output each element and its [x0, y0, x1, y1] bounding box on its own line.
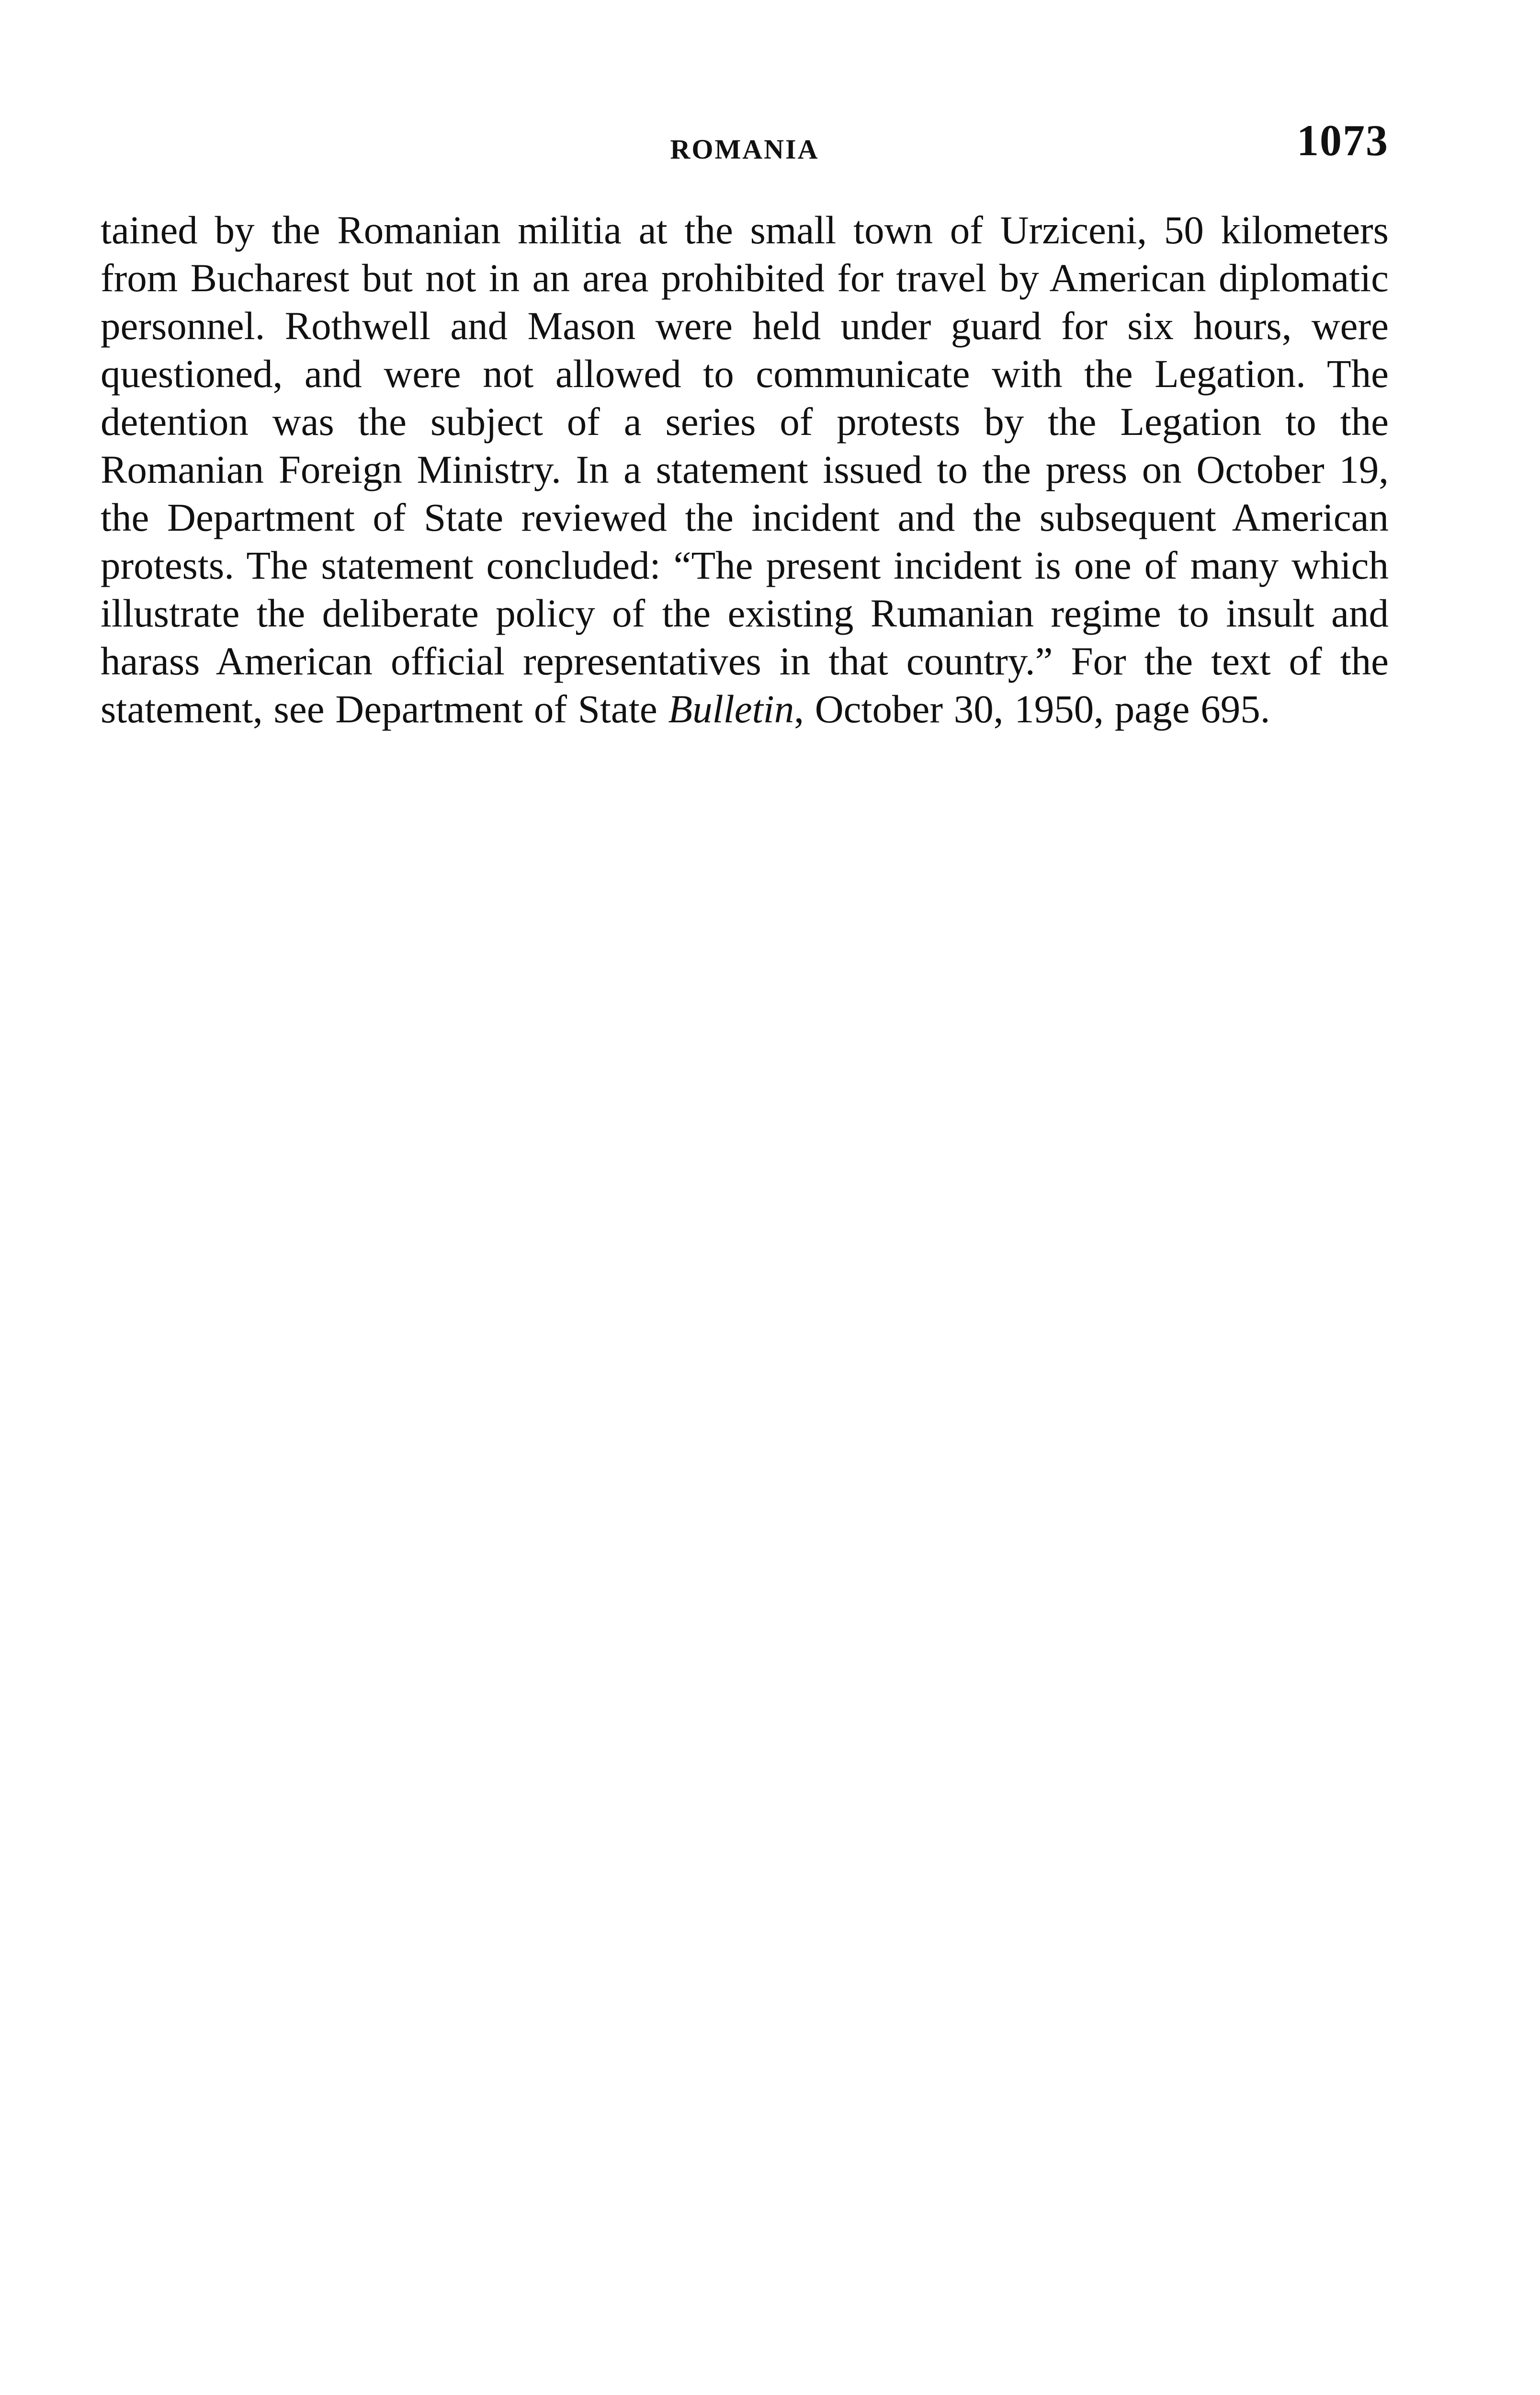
running-head [101, 115, 1389, 172]
paragraph-text: tained by the Romanian militia at the small town of Urziceni, 50 kilometers from Bucharest but not in an area prohibited for travel by American diplomatic personnel. Rothwell and Mason were held under guard for six hours, were questioned, and were not allowed to communicate with the Legation. The detention was the subject of a series of protests by the Legation to the Romanian Foreign Ministry. In a statement issued to the press on October 19, the Department of State reviewed the incident and the subsequent American protests. The statement concluded: “The present incident is one of many which illustrate the deliberate policy of the existing Rumanian regime to insult and harass American official representatives in that country.” For the text of the statement, see Department of State [101, 208, 1389, 731]
body-paragraph [101, 206, 1389, 733]
paragraph-citation: , October 30, 1950, page 695. [794, 687, 1270, 731]
page-number: 1073 [1297, 116, 1389, 165]
publication-title: Bulletin [668, 687, 794, 731]
running-title: ROMANIA [670, 134, 819, 165]
